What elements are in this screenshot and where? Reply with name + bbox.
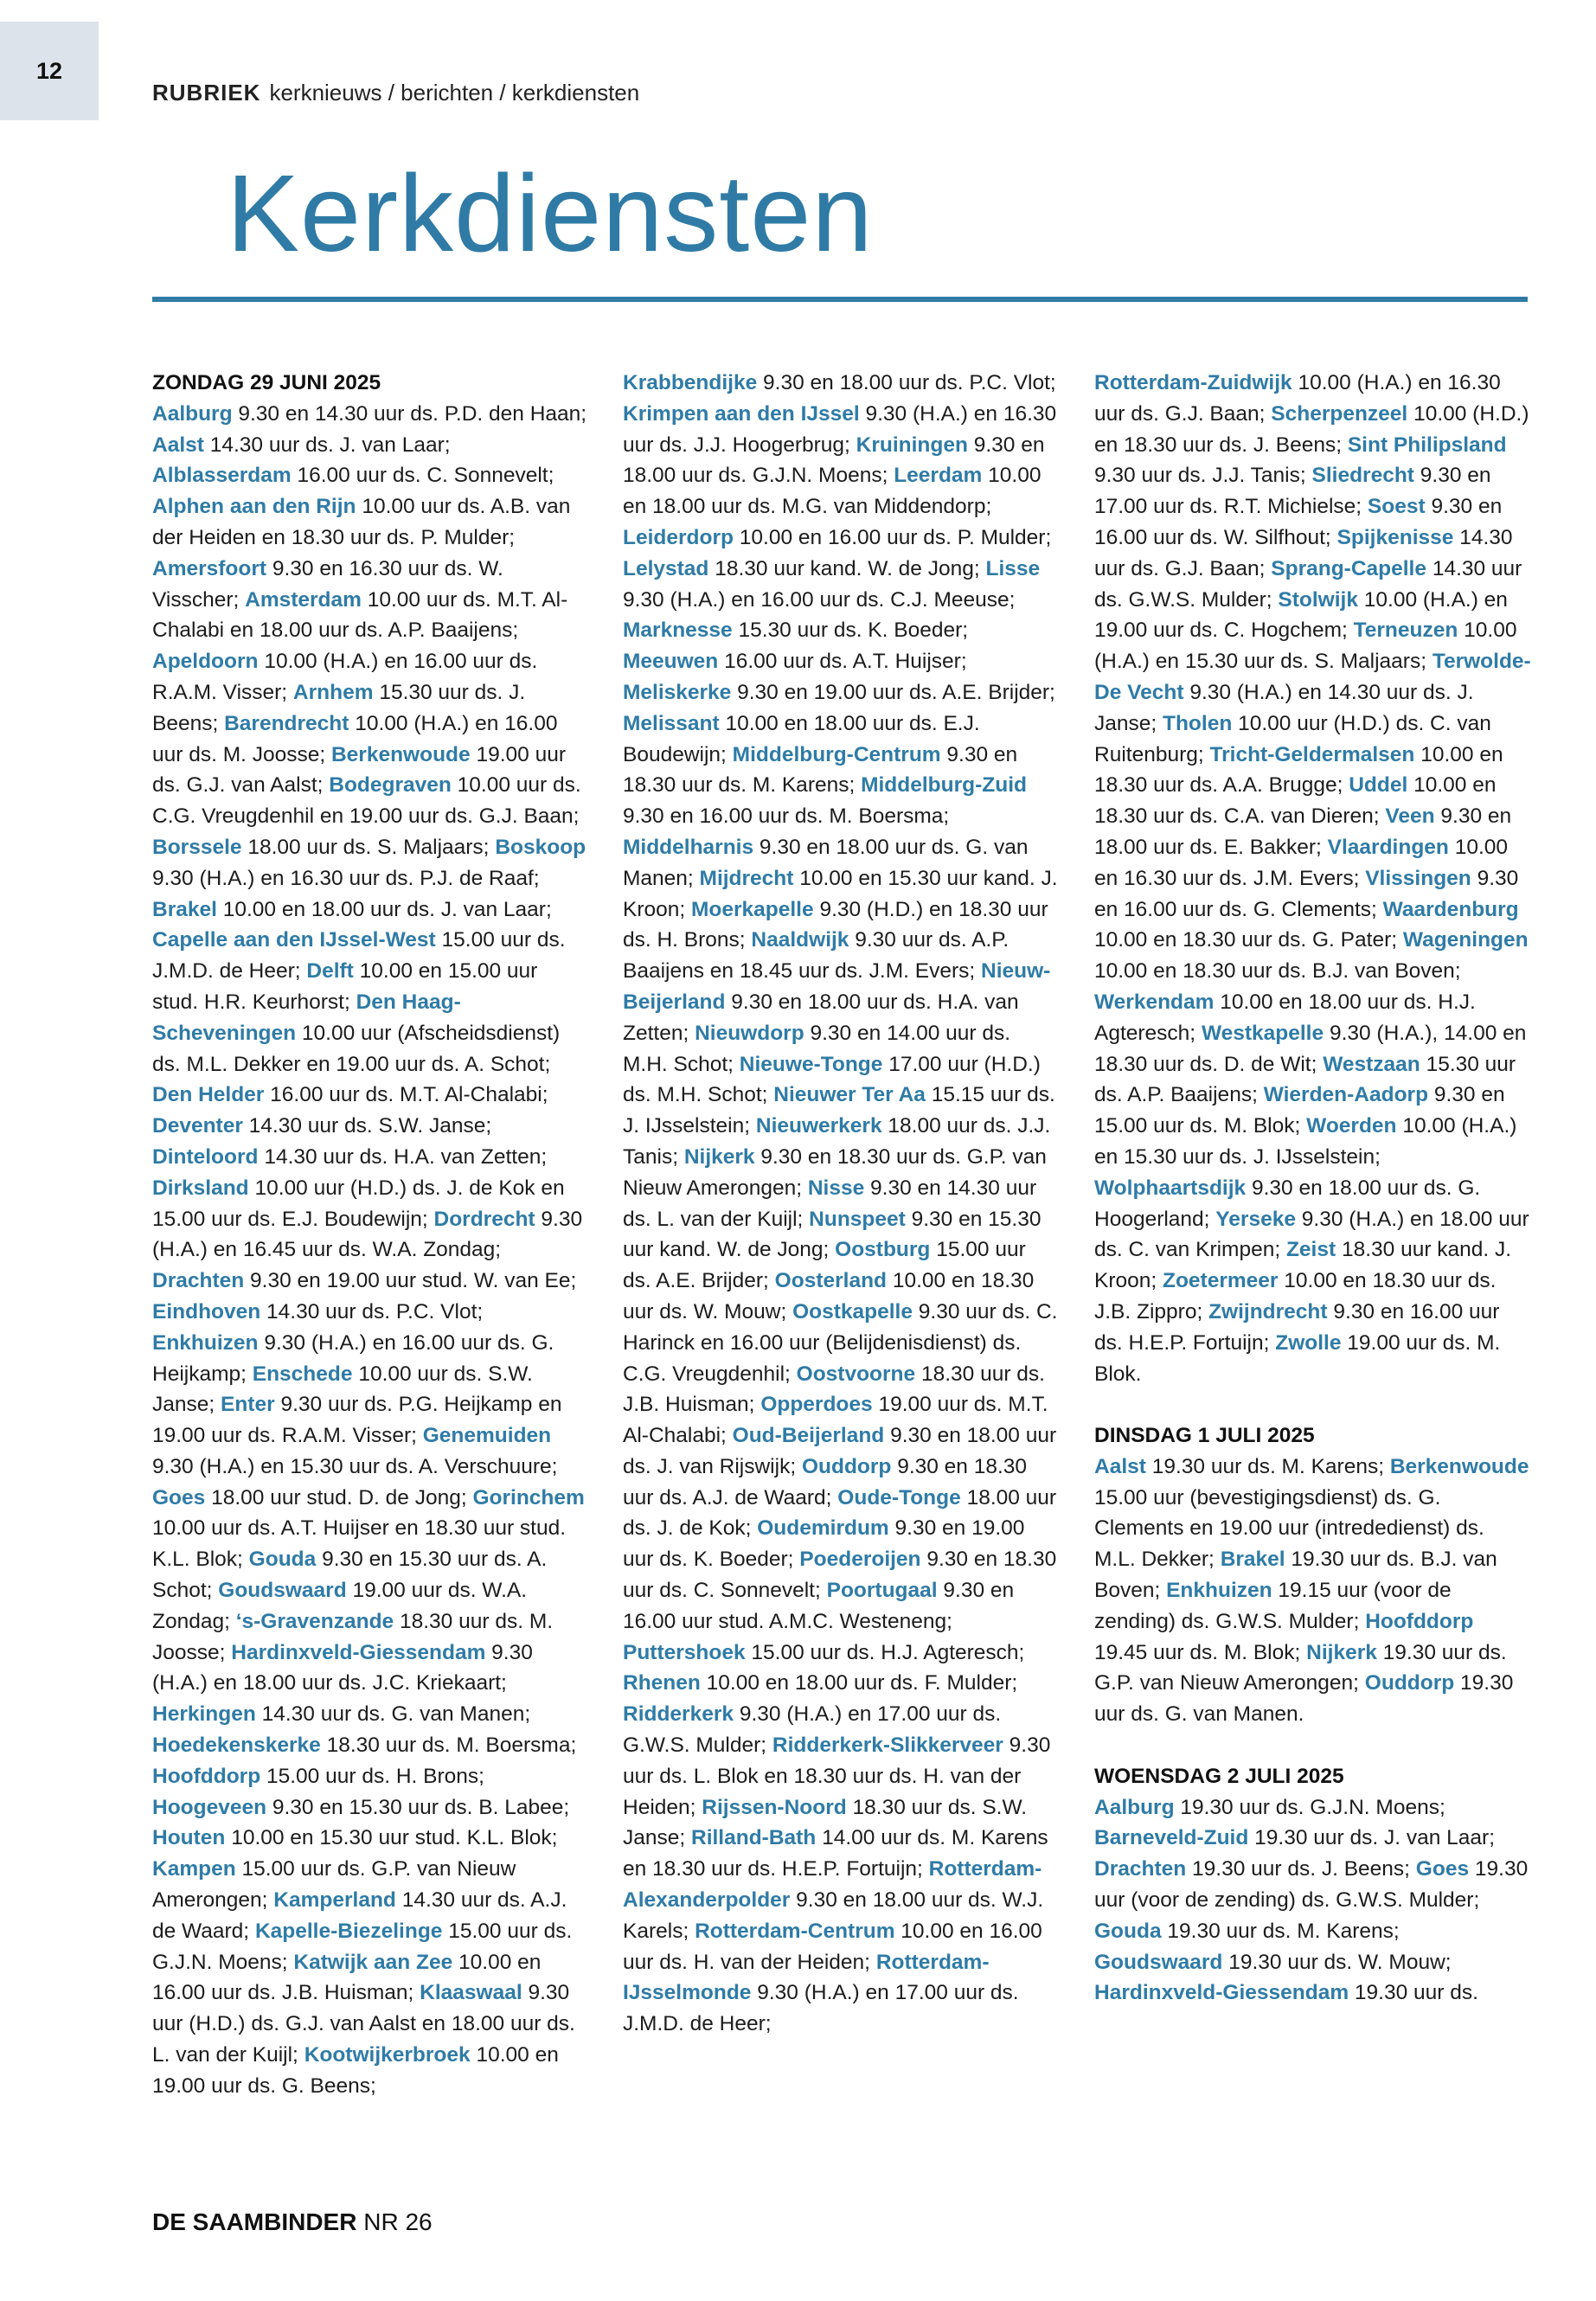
service-details: 9.30 en 18.00 uur ds. J. van Rijswijk;: [623, 1424, 1057, 1478]
place-name: Yerseke: [1215, 1207, 1296, 1231]
service-details: 10.00 uur (H.D.) ds. C. van Ruitenburg;: [1094, 711, 1491, 766]
place-name: Melissant: [623, 711, 720, 735]
place-name: Marknesse: [623, 619, 733, 643]
service-details: 9.30 en 14.00 uur ds. M.H. Schot;: [623, 1021, 1011, 1076]
service-details: 10.00 en 18.00 uur ds. F. Mulder;: [706, 1671, 1018, 1695]
service-details: 9.30 (H.A.) en 16.30 uur ds. P.J. de Raaf;: [152, 866, 540, 890]
service-details: 18.30 uur kand. J. Kroon;: [1094, 1238, 1512, 1293]
service-list: [1094, 1792, 1531, 2009]
place-name: Dinteloord: [152, 1144, 259, 1169]
place-name: Nijkerk: [683, 1144, 755, 1169]
place-name: Moerkapelle: [691, 897, 814, 921]
service-details: 9.30 en 18.30 uur ds. A.J. de Waard;: [623, 1454, 1028, 1509]
place-name: Zoetermeer: [1163, 1269, 1279, 1293]
service-details: 16.00 uur ds. A.T. Huijser;: [724, 650, 967, 674]
service-details: 9.30 en 19.00 uur ds. A.E. Brijder;: [737, 680, 1055, 704]
service-details: 10.00 (H.A.) en 15.30 uur ds. S. Maljaars;: [1094, 619, 1517, 674]
service-details: 15.00 uur ds. H. Brons;: [266, 1764, 484, 1788]
service-section: [152, 368, 589, 2102]
service-details: 15.30 uur ds. J. Beens;: [152, 680, 526, 735]
place-name: Borssele: [152, 835, 242, 859]
service-details: 9.30 en 19.00 uur stud. W. van Ee;: [250, 1269, 577, 1293]
place-name: Tricht-Geldermalsen: [1209, 742, 1415, 766]
place-name: Nieuwer Ter Aa: [773, 1083, 926, 1107]
service-section: [1094, 368, 1531, 1389]
service-details: 15.15 uur ds. J. IJsselstein;: [623, 1083, 1055, 1138]
place-name: Drachten: [152, 1269, 245, 1293]
place-name: Oosterland: [774, 1269, 888, 1293]
place-name: Naaldwijk: [751, 928, 849, 952]
place-name: Rotterdam-IJsselmonde: [623, 1950, 990, 2005]
service-details: 14.30 uur ds. G.W.S. Mulder;: [1094, 556, 1522, 612]
place-name: Aalburg: [1094, 1795, 1175, 1819]
service-details: 9.30 en 16.00 uur ds. M. Boersma;: [623, 804, 950, 829]
place-name: Katwijk aan Zee: [293, 1950, 453, 1974]
service-details: 10.00 (H.A.) en 19.00 uur ds. C. Hogchem;: [1094, 587, 1508, 643]
service-details: 9.30 (H.A.) en 17.00 uur ds. J.M.D. de Heer;: [623, 1981, 1019, 2036]
place-name: Nieuwe-Tonge: [739, 1052, 883, 1076]
service-details: 9.30 en 18.30 uur ds. C. Sonnevelt;: [623, 1548, 1057, 1603]
service-details: 14.30 uur ds. A.J. de Waard;: [152, 1888, 567, 1943]
place-name: Kapelle-Biezelinge: [254, 1919, 443, 1943]
service-details: 9.30 en 18.00 uur ds. E. Bakker;: [1094, 804, 1512, 859]
service-list: [152, 399, 589, 2102]
place-name: Bodegraven: [329, 773, 452, 798]
service-details: 10.00 en 15.30 uur stud. K.L. Blok;: [231, 1826, 558, 1850]
service-details: 9.30 en 16.30 uur ds. W. Visscher;: [152, 556, 503, 612]
place-name: Zwolle: [1275, 1330, 1342, 1355]
place-name: Leiderdorp: [623, 525, 734, 549]
magazine-name: DE SAAMBINDER: [152, 2208, 357, 2235]
place-name: Goes: [1415, 1857, 1470, 1881]
service-details: 19.30 uur ds. G.P. van Nieuw Amerongen;: [1094, 1640, 1507, 1695]
place-name: Puttershoek: [623, 1640, 746, 1664]
place-name: Aalst: [1094, 1454, 1146, 1478]
service-details: 9.30 uur ds. C. Harinck en 16.00 uur (Belijdenisdienst) ds. C.G. Vreugdenhil;: [623, 1299, 1058, 1386]
service-details: 9.30 (H.A.) en 16.00 uur ds. C.J. Meeuse;: [623, 587, 1016, 612]
service-details: 10.00 en 19.00 uur ds. G. Beens;: [152, 2043, 559, 2098]
place-name: Oostvoorne: [796, 1362, 916, 1386]
place-name: Spijkenisse: [1336, 525, 1454, 549]
service-details: 18.30 uur kand. W. de Jong;: [715, 556, 980, 580]
place-name: Nunspeet: [809, 1207, 906, 1231]
service-details: 9.30 en 18.00 uur ds. G. van Manen;: [623, 835, 1029, 890]
place-name: Goudswaard: [218, 1579, 347, 1603]
service-list: [1094, 1452, 1531, 1730]
service-details: 9.30 en 18.00 uur ds. G. Hoogerland;: [1094, 1176, 1481, 1231]
place-name: Sprang-Capelle: [1271, 556, 1426, 580]
service-details: 14.30 uur ds. G.J. Baan;: [1094, 525, 1513, 580]
service-section: [1094, 1420, 1531, 1730]
place-name: Nieuw-Beijerland: [623, 959, 1051, 1014]
place-name: Rhenen: [623, 1671, 701, 1695]
service-details: 9.30 en 18.00 uur ds. G.J.N. Moens;: [623, 433, 1045, 488]
place-name: Krabbendijke: [623, 371, 758, 394]
service-details: 10.00 en 18.30 uur ds. J.B. Zippro;: [1094, 1269, 1497, 1324]
service-details: 9.30 en 18.00 uur ds. P.C. Vlot;: [763, 371, 1056, 394]
service-details: 19.30 uur ds. W. Mouw;: [1228, 1950, 1452, 1974]
place-name: Uddel: [1349, 773, 1408, 798]
service-details: 18.30 uur ds. S.W. Janse;: [623, 1795, 1028, 1850]
service-section: [623, 368, 1060, 2040]
place-name: Sliedrecht: [1311, 464, 1414, 488]
service-details: 9.30 (H.A.) en 16.30 uur ds. J.J. Hoogerbrug;: [623, 401, 1057, 457]
service-details: 15.00 uur ds. G.J.N. Moens;: [152, 1919, 573, 1974]
service-details: 19.00 uur ds. M.T. Al-Chalabi;: [623, 1393, 1048, 1448]
service-details: 16.00 uur ds. M.T. Al-Chalabi;: [270, 1083, 548, 1107]
service-details: 9.30 en 19.00 uur ds. K. Boeder;: [623, 1516, 1025, 1572]
rubriek-path: kerknieuws / berichten / kerkdiensten: [269, 80, 640, 106]
place-name: Terwolde-De Vecht: [1094, 650, 1531, 704]
place-name: Lelystad: [623, 556, 709, 580]
service-details: 10.00 en 18.00 uur ds. E.J. Boudewijn;: [623, 711, 980, 766]
place-name: Ouddorp: [801, 1454, 892, 1478]
service-details: 9.30 (H.A.), 14.00 en 18.30 uur ds. D. de Wit;: [1094, 1021, 1527, 1076]
place-name: Vlaardingen: [1327, 835, 1449, 859]
service-details: 17.00 uur (H.D.) ds. M.H. Schot;: [623, 1052, 1041, 1107]
place-name: Soest: [1367, 495, 1426, 519]
service-details: 19.30 uur ds. J. van Laar;: [1254, 1826, 1495, 1850]
service-details: 9.30 en 15.00 uur ds. M. Blok;: [1094, 1083, 1505, 1138]
place-name: Brakel: [152, 897, 217, 921]
service-details: 9.30 en 18.30 uur ds. G.P. van Nieuw Amerongen;: [623, 1144, 1047, 1200]
place-name: Enkhuizen: [1166, 1579, 1272, 1603]
service-details: 10.00 uur ds. C.G. Vreugdenhil en 19.00 uur ds. G.J. Baan;: [152, 773, 581, 829]
place-name: Rilland-Bath: [691, 1826, 817, 1850]
service-details: 10.00 en 15.30 uur kand. J. Kroon;: [623, 866, 1058, 921]
place-name: Wolphaartsdijk: [1094, 1176, 1247, 1200]
place-name: Vlissingen: [1365, 866, 1471, 890]
place-name: Berkenwoude: [330, 742, 471, 766]
service-details: 19.30 uur ds. J. Beens;: [1192, 1857, 1410, 1881]
service-details: 15.00 uur ds. A.E. Brijder;: [623, 1238, 1026, 1293]
service-details: 10.00 (H.D.) en 18.30 uur ds. J. Beens;: [1094, 401, 1529, 457]
place-name: Klaaswaal: [420, 1981, 522, 2005]
place-name: Den Helder: [152, 1083, 265, 1107]
service-details: 9.30 en 17.00 uur ds. R.T. Michielse;: [1094, 464, 1491, 519]
place-name: Amsterdam: [245, 587, 362, 612]
place-name: Zwijndrecht: [1208, 1299, 1328, 1324]
place-name: Berkenwoude: [1389, 1454, 1529, 1478]
place-name: Nieuwerkerk: [755, 1114, 882, 1138]
place-name: Nisse: [807, 1176, 865, 1200]
service-details: 10.00 uur ds. A.B. van der Heiden en 18.30 uur ds. P. Mulder;: [152, 495, 571, 549]
service-details: 9.30 uur (H.D.) ds. G.J. van Aalst en 18.00 uur ds. L. van der Kuijl;: [152, 1981, 575, 2067]
service-details: 10.00 en 16.30 uur ds. J.M. Evers;: [1094, 835, 1509, 890]
place-name: Kamperland: [273, 1888, 396, 1913]
service-details: 19.00 uur ds. W.A. Zondag;: [152, 1579, 528, 1633]
service-details: 9.30 uur ds. P.G. Heijkamp en 19.00 uur ds. R.A.M. Visser;: [152, 1393, 562, 1448]
place-name: Goes: [152, 1485, 206, 1509]
service-details: 19.30 uur ds. G.J.N. Moens;: [1180, 1795, 1445, 1819]
section-date-heading: WOENSDAG 2 JULI 2025: [1094, 1764, 1344, 1788]
service-details: 10.00 (H.A.) en 16.00 uur ds. M. Joosse;: [152, 711, 558, 766]
service-details: 16.00 uur ds. C. Sonnevelt;: [297, 464, 554, 488]
place-name: Hoofddorp: [1365, 1609, 1474, 1633]
service-details: 9.30 en 14.30 uur ds. P.D. den Haan;: [238, 401, 587, 426]
service-details: 19.30 uur ds. M. Karens;: [1151, 1454, 1385, 1478]
service-section: [1094, 1761, 1531, 2009]
place-name: Werkendam: [1094, 990, 1215, 1014]
service-details: 15.00 uur ds. J.M.D. de Heer;: [152, 928, 566, 984]
rubriek-header: [152, 80, 639, 106]
service-details: 9.30 en 16.00 uur ds. G. Clements;: [1094, 866, 1519, 921]
service-details: 18.00 uur ds. J. de Kok;: [623, 1485, 1057, 1541]
service-details: 10.00 en 18.00 uur ds. M.G. van Middendorp;: [623, 464, 1042, 519]
page-title: Kerkdiensten: [227, 152, 874, 274]
section-date-heading: DINSDAG 1 JULI 2025: [1094, 1424, 1315, 1448]
service-details: 10.00 en 18.30 uur ds. G. Pater;: [1094, 928, 1398, 952]
place-name: Hardinxveld-Giessendam: [231, 1640, 486, 1664]
service-details: 9.30 en 15.30 uur kand. W. de Jong;: [623, 1207, 1042, 1262]
service-details: 14.30 uur ds. G. van Manen;: [261, 1702, 531, 1727]
column-3: [1094, 368, 1531, 2040]
service-details: 10.00 (H.A.) en 16.00 uur ds. R.A.M. Visser;: [152, 650, 538, 704]
place-name: Enter: [221, 1393, 275, 1417]
section-date-heading: ZONDAG 29 JUNI 2025: [152, 371, 381, 394]
place-name: Poortugaal: [826, 1579, 938, 1603]
service-details: 14.00 uur ds. M. Karens en 18.30 uur ds. H.E.P. Fortuijn;: [623, 1826, 1048, 1881]
service-details: 9.30 (H.D.) en 18.30 uur ds. H. Brons;: [623, 897, 1048, 952]
rubriek-label: RUBRIEK: [152, 80, 261, 106]
service-details: 9.30 en 14.30 uur ds. L. van der Kuijl;: [623, 1176, 1037, 1231]
service-details: 19.30 uur ds.: [1354, 1981, 1478, 2005]
service-details: 19.30 uur ds. B.J. van Boven;: [1094, 1548, 1497, 1603]
service-details: 10.00 en 16.00 uur ds. J.B. Huisman;: [152, 1950, 542, 2005]
service-details: 9.30 uur ds. L. Blok en 18.30 uur ds. H. van der Heiden;: [623, 1734, 1051, 1819]
service-details: 10.00 en 18.00 uur ds. J. van Laar;: [222, 897, 552, 921]
service-details: 18.00 uur ds. S. Maljaars;: [247, 835, 490, 859]
place-name: Opperdoes: [760, 1393, 873, 1417]
place-name: Alblasserdam: [152, 464, 292, 488]
title-divider: [152, 297, 1528, 302]
place-name: Goudswaard: [1094, 1950, 1223, 1974]
place-name: Poederoijen: [799, 1548, 921, 1572]
place-name: Kampen: [152, 1857, 236, 1881]
place-name: Herkingen: [152, 1702, 256, 1727]
place-name: Barneveld-Zuid: [1094, 1826, 1249, 1850]
service-details: 9.30 (H.A.) en 18.00 uur ds. J.C. Kriekaart;: [152, 1640, 533, 1695]
service-details: 15.30 uur ds. A.P. Baaijens;: [1094, 1052, 1516, 1107]
service-details: 9.30 en 16.00 uur stud. A.M.C. Westeneng;: [623, 1579, 1015, 1633]
service-details: 9.30 (H.A.) en 17.00 uur ds. G.W.S. Mulder;: [623, 1702, 1002, 1758]
service-details: 10.00 uur (H.D.) ds. J. de Kok en 15.00 uur ds. E.J. Boudewijn;: [152, 1176, 565, 1231]
service-details: 19.00 uur ds. M. Blok.: [1094, 1330, 1501, 1386]
place-name: Alphen aan den Rijn: [152, 495, 356, 519]
service-details: 19.30 uur ds. G. van Manen.: [1094, 1671, 1514, 1727]
service-details: 9.30 en 18.00 uur ds. W.J. Karels;: [623, 1888, 1044, 1943]
service-details: 19.15 uur (voor de zending) ds. G.W.S. Mulder;: [1094, 1579, 1452, 1633]
service-details: 18.30 uur ds. J.B. Huisman;: [623, 1362, 1045, 1417]
service-details: 9.30 en 16.00 uur ds. W. Silfhout;: [1094, 495, 1503, 549]
place-name: Aalst: [152, 433, 204, 457]
service-details: 9.30 en 18.30 uur ds. M. Karens;: [623, 742, 1018, 798]
place-name: Genemuiden: [422, 1424, 552, 1448]
place-name: Lisse: [985, 556, 1041, 580]
place-name: Wierden-Aadorp: [1263, 1083, 1429, 1107]
service-details: 10.00 uur ds. A.T. Huijser en 18.30 uur stud. K.L. Blok;: [152, 1516, 567, 1572]
place-name: Tholen: [1163, 711, 1233, 735]
service-details: 15.00 uur ds. H.J. Agteresch;: [751, 1640, 1025, 1664]
place-name: Mijdrecht: [699, 866, 794, 890]
place-name: Oostkapelle: [792, 1299, 913, 1324]
column-2: [623, 368, 1060, 2071]
place-name: Scherpenzeel: [1271, 401, 1408, 426]
service-details: 15.00 uur ds. G.P. van Nieuw Amerongen;: [152, 1857, 516, 1913]
service-details: 14.30 uur ds. S.W. Janse;: [248, 1114, 492, 1138]
place-name: Enschede: [252, 1362, 353, 1386]
place-name: ‘s-Gravenzande: [235, 1609, 394, 1633]
place-name: Rotterdam-Zuidwijk: [1094, 371, 1292, 394]
service-details: 9.30 (H.A.) en 14.30 uur ds. J. Janse;: [1094, 680, 1474, 735]
place-name: Houten: [152, 1826, 226, 1850]
service-details: 9.30 en 15.30 uur ds. B. Labee;: [272, 1795, 570, 1819]
place-name: Westzaan: [1323, 1052, 1420, 1076]
place-name: Zeist: [1285, 1238, 1336, 1262]
service-details: 10.00 en 18.00 uur ds. H.J. Agteresch;: [1094, 990, 1476, 1045]
service-details: 10.00 en 18.30 uur ds. W. Mouw;: [623, 1269, 1035, 1324]
place-name: Boskoop: [495, 835, 586, 859]
service-details: 14.30 uur ds. J. van Laar;: [209, 433, 451, 457]
place-name: Amersfoort: [152, 556, 267, 580]
service-details: 10.00 en 18.30 uur ds. C.A. van Dieren;: [1094, 773, 1497, 829]
place-name: Woerden: [1306, 1114, 1397, 1138]
place-name: Krimpen aan den IJssel: [623, 401, 860, 426]
place-name: Ouddorp: [1364, 1671, 1455, 1695]
place-name: Rijssen-Noord: [702, 1795, 847, 1819]
service-details: 15.00 uur (bevestigingsdienst) ds. G. Clements en 19.00 uur (intrededienst) ds. M.L. Dekker;: [1094, 1485, 1484, 1572]
service-details: 18.00 uur ds. J.J. Tanis;: [623, 1114, 1051, 1169]
place-name: Hoofddorp: [152, 1764, 261, 1788]
place-name: Oostburg: [835, 1238, 931, 1262]
place-name: Capelle aan den IJssel-West: [152, 928, 436, 952]
service-details: 9.30 (H.A.) en 16.00 uur ds. G. Heijkamp;: [152, 1330, 554, 1386]
place-name: Oudemirdum: [757, 1516, 889, 1541]
service-list: [1094, 368, 1531, 1389]
place-name: Nijkerk: [1306, 1640, 1377, 1664]
service-details: 10.00 en 15.00 uur stud. H.R. Keurhorst;: [152, 959, 538, 1014]
place-name: Aalburg: [152, 401, 233, 426]
service-details: 9.30 en 16.00 uur ds. H.E.P. Fortuijn;: [1094, 1299, 1500, 1355]
place-name: Barendrecht: [224, 711, 349, 735]
place-name: Gouda: [1094, 1919, 1162, 1943]
place-name: Ridderkerk: [623, 1702, 734, 1727]
place-name: Oud-Beijerland: [732, 1424, 885, 1448]
service-details: 10.00 uur ds. M.T. Al-Chalabi en 18.00 uur ds. A.P. Baaijens;: [152, 587, 568, 643]
service-details: 9.30 (H.A.) en 16.45 uur ds. W.A. Zondag;: [152, 1207, 583, 1262]
place-name: Rotterdam-Alexanderpolder: [623, 1857, 1042, 1913]
place-name: Sint Philipsland: [1347, 433, 1507, 457]
place-name: Apeldoorn: [152, 650, 259, 674]
place-name: Rotterdam-Centrum: [695, 1919, 895, 1943]
place-name: Hoedekenskerke: [152, 1734, 321, 1758]
service-details: 18.00 uur stud. D. de Jong;: [211, 1485, 467, 1509]
service-details: 9.30 uur ds. A.P. Baaijens en 18.45 uur ds. J.M. Evers;: [623, 928, 1010, 984]
service-details: 19.00 uur ds. G.J. van Aalst;: [152, 742, 566, 798]
footer: [152, 2208, 433, 2236]
place-name: Terneuzen: [1353, 619, 1458, 643]
place-name: Delft: [306, 959, 354, 984]
place-name: Meliskerke: [623, 680, 732, 704]
service-details: 10.00 (H.A.) en 15.30 uur ds. J. IJsselstein;: [1094, 1114, 1517, 1169]
place-name: Nieuwdorp: [695, 1021, 804, 1045]
issue-number: NR 26: [363, 2208, 433, 2235]
place-name: Kootwijkerbroek: [304, 2043, 471, 2067]
place-name: Ridderkerk-Slikkerveer: [772, 1734, 1003, 1758]
place-name: Meeuwen: [623, 650, 719, 674]
place-name: Eindhoven: [152, 1299, 261, 1324]
place-name: Kruiningen: [856, 433, 968, 457]
place-name: Westkapelle: [1201, 1021, 1324, 1045]
service-details: 19.45 uur ds. M. Blok;: [1094, 1640, 1301, 1664]
service-details: 10.00 en 16.00 uur ds. P. Mulder;: [739, 525, 1052, 549]
service-details: 9.30 (H.A.) en 18.00 uur ds. C. van Krimpen;: [1094, 1207, 1529, 1262]
place-name: Veen: [1385, 804, 1435, 829]
service-details: 14.30 uur ds. H.A. van Zetten;: [264, 1144, 548, 1169]
service-details: 10.00 uur ds. S.W. Janse;: [152, 1362, 533, 1417]
service-details: 18.30 uur ds. M. Joosse;: [152, 1609, 554, 1664]
place-name: Middelburg-Centrum: [732, 742, 941, 766]
service-details: 10.00 en 18.30 uur ds. B.J. van Boven;: [1094, 959, 1461, 984]
service-details: 9.30 en 18.00 uur ds. H.A. van Zetten;: [623, 990, 1019, 1045]
service-details: 9.30 uur ds. J.J. Tanis;: [1094, 464, 1306, 488]
place-name: Brakel: [1220, 1548, 1285, 1572]
service-details: 10.00 uur (Afscheidsdienst) ds. M.L. Dekker en 19.00 uur ds. A. Schot;: [152, 1021, 561, 1076]
place-name: Middelburg-Zuid: [861, 773, 1027, 798]
service-details: 19.30 uur ds. M. Karens;: [1167, 1919, 1400, 1943]
place-name: Gorinchem: [472, 1485, 585, 1509]
place-name: Leerdam: [894, 464, 983, 488]
place-name: Den Haag-Scheveningen: [152, 990, 461, 1045]
service-details: 10.00 (H.A.) en 16.30 uur ds. G.J. Baan;: [1094, 371, 1501, 426]
place-name: Hardinxveld-Giessendam: [1094, 1981, 1349, 2005]
service-details: 10.00 en 18.30 uur ds. A.A. Brugge;: [1094, 742, 1503, 798]
place-name: Middelharnis: [623, 835, 754, 859]
place-name: Hoogeveen: [152, 1795, 267, 1819]
place-name: Gouda: [248, 1548, 317, 1572]
place-name: Stolwijk: [1278, 587, 1358, 612]
service-details: 9.30 en 15.30 uur ds. A. Schot;: [152, 1548, 548, 1603]
place-name: Dordrecht: [433, 1207, 535, 1231]
place-name: Waardenburg: [1382, 897, 1519, 921]
place-name: Dirksland: [152, 1176, 249, 1200]
place-name: Oude-Tonge: [837, 1485, 961, 1509]
service-details: 18.30 uur ds. M. Boersma;: [326, 1734, 577, 1758]
column-1: [152, 368, 589, 2132]
place-name: Wageningen: [1402, 928, 1529, 952]
place-name: Deventer: [152, 1114, 243, 1138]
place-name: Drachten: [1094, 1857, 1187, 1881]
service-details: 9.30 (H.A.) en 15.30 uur ds. A. Verschuure;: [152, 1454, 558, 1478]
page-number: 12: [0, 22, 99, 120]
place-name: Enkhuizen: [152, 1330, 259, 1355]
service-details: 15.30 uur ds. K. Boeder;: [738, 619, 969, 643]
service-details: 14.30 uur ds. P.C. Vlot;: [266, 1299, 484, 1324]
service-details: 10.00 en 16.00 uur ds. H. van der Heiden;: [623, 1919, 1042, 1974]
service-details: 19.30 uur (voor de zending) ds. G.W.S. Mulder;: [1094, 1857, 1529, 1913]
service-list: [623, 368, 1060, 2040]
place-name: Arnhem: [292, 680, 374, 704]
